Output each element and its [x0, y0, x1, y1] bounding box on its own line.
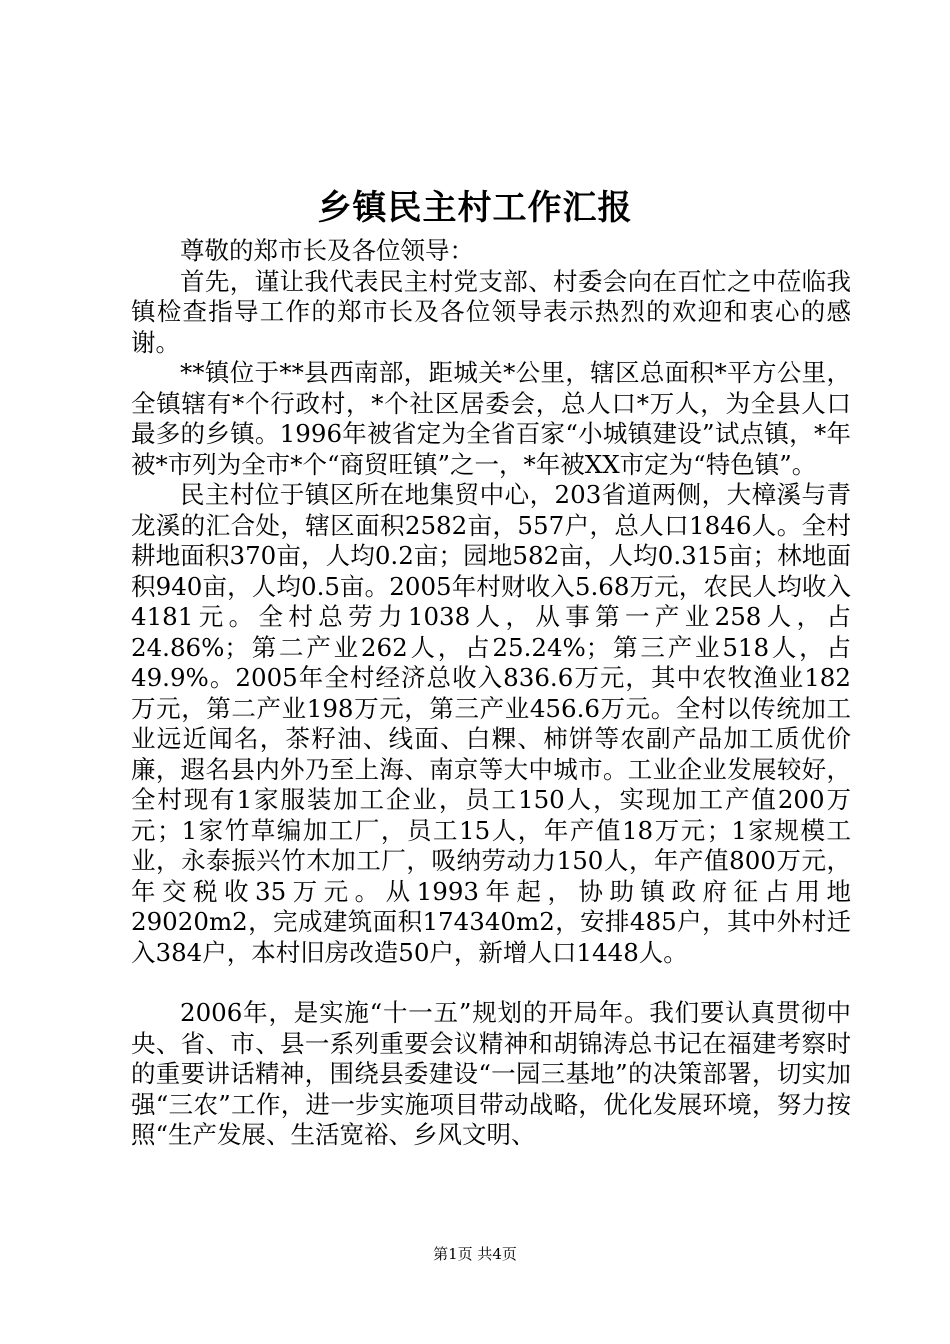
page-footer: 第1页 共4页 [433, 1245, 517, 1263]
document-body [131, 236, 851, 1151]
paragraph-town-overview: **镇位于**县西南部，距城关*公里，辖区总面积*平方公里，全镇辖有*个行政村，*个社区居委会，总人口*万人，为全县人口最多的乡镇。1996年被省定为全省百家“小城镇建设”试点镇，*年被*市列为全市*个“商贸旺镇”之一，*年被XX市定为“特色镇”。 [131, 358, 851, 479]
paragraph-welcome: 首先，谨让我代表民主村党支部、村委会向在百忙之中莅临我镇检查指导工作的郑市长及各位领导表示热烈的欢迎和衷心的感谢。 [131, 266, 851, 357]
salutation: 尊敬的郑市长及各位领导： [180, 236, 474, 265]
paragraph-village-overview: 民主村位于镇区所在地集贸中心，203省道两侧，大樟溪与青龙溪的汇合处，辖区面积2582亩，557户，总人口1846人。全村耕地面积370亩，人均0.2亩；园地582亩，人均0.315亩；林地面积940亩，人均0.5亩。2005年村财收入5.68万元，农民人均收入4181元。全村总劳力1038人，从事第一产业258人，占24.86%；第二产业262人，占25.24%；第三产业518人，占49.9%。2005年全村经济总收入836.6万元，其中农牧渔业182万元，第二产业198万元，第三产业456.6万元。全村以传统加工业远近闻名，茶籽油、线面、白粿、柿饼等农副产品加工质优价廉，遐名县内外乃至上海、南京等大中城市。工业企业发展较好，全村现有1家服装加工企业，员工150人，实现加工产值200万元；1家竹草编加工厂，员工15人，年产值18万元；1家规模工业，永泰振兴竹木加工厂，吸纳劳动力150人，年产值800万元，年交税收35万元。从1993年起，协助镇政府征占用地29020m2，完成建筑面积174340m2，安排485户，其中外村迁入384户，本村旧房改造50户，新增人口1448人。 [131, 480, 851, 967]
document-title: 乡镇民主村工作汇报 [317, 188, 633, 228]
paragraph-2006-plan: 2006年，是实施“十一五”规划的开局年。我们要认真贯彻中央、省、市、县一系列重要会议精神和胡锦涛总书记在福建考察时的重要讲话精神，围绕县委建设“一园三基地”的决策部署，切实加强“三农”工作，进一步实施项目带动战略，优化发展环境，努力按照“生产发展、生活宽裕、乡风文明、 [131, 998, 851, 1149]
